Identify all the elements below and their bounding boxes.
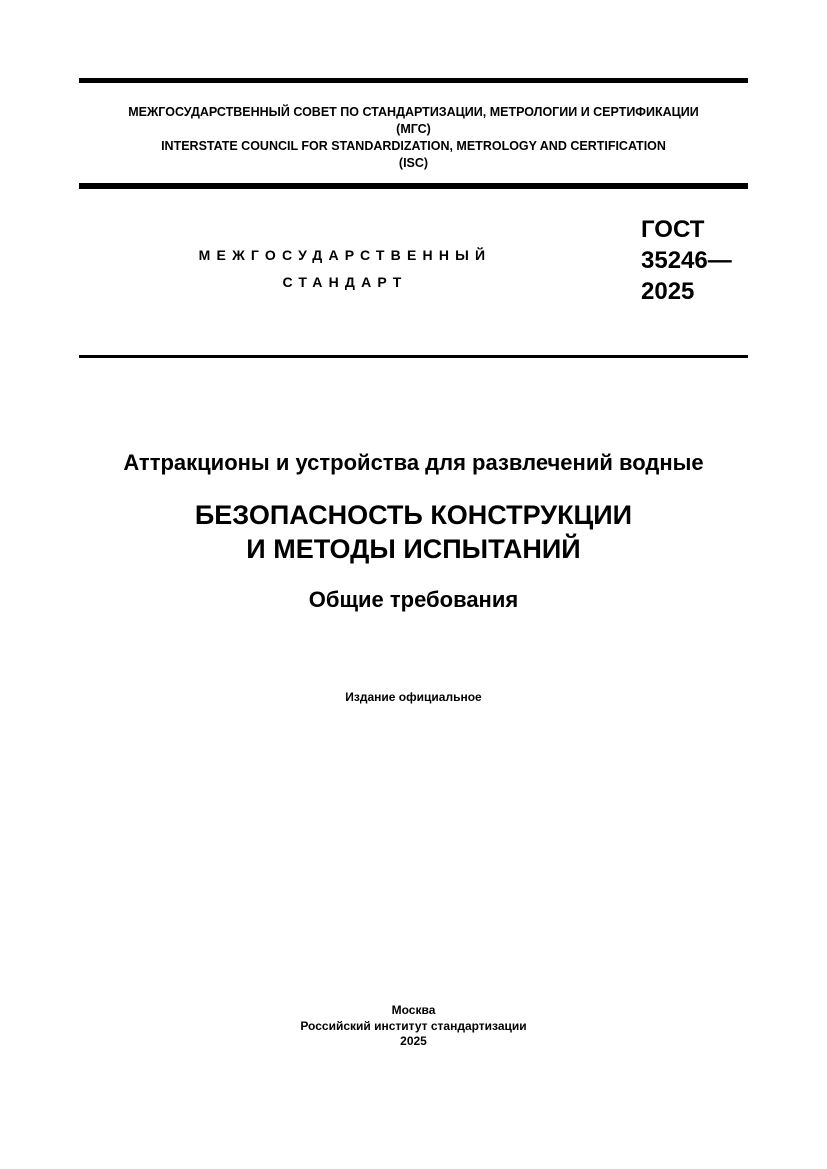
- standard-type-line1: МЕЖГОСУДАРСТВЕННЫЙ: [198, 247, 492, 263]
- standard-type: [160, 242, 530, 296]
- middle-rule: [79, 183, 748, 189]
- imprint: [0, 1003, 827, 1050]
- standard-type-line2: СТАНДАРТ: [282, 274, 408, 290]
- imprint-year: 2025: [400, 1034, 427, 1048]
- imprint-publisher: Российский институт стандартизации: [300, 1018, 527, 1033]
- council-abbr-en: (ISC): [398, 156, 429, 170]
- designation-number: 35246—: [641, 247, 732, 274]
- council-header: [79, 104, 748, 172]
- title-upper-line2: И МЕТОДЫ ИСПЫТАНИЙ: [246, 534, 581, 564]
- designation-prefix: ГОСТ: [641, 216, 705, 243]
- title-upper-line1: БЕЗОПАСНОСТЬ КОНСТРУКЦИИ: [194, 500, 633, 530]
- document-title-upper: [0, 498, 827, 566]
- council-name-ru: МЕЖГОСУДАРСТВЕННЫЙ СОВЕТ ПО СТАНДАРТИЗАЦИИ, МЕТРОЛОГИИ И СЕРТИФИКАЦИИ: [128, 105, 699, 119]
- document-title: Аттракционы и устройства для развлечений водные: [123, 450, 704, 475]
- document-subtitle: Общие требования: [308, 587, 519, 612]
- edition-note: Издание официальное: [345, 690, 482, 704]
- imprint-city: Москва: [391, 1003, 436, 1017]
- council-abbr-ru: (МГС): [396, 122, 431, 136]
- designation-year: 2025: [641, 278, 695, 305]
- council-name-en: INTERSTATE COUNCIL FOR STANDARDIZATION, METROLOGY AND CERTIFICATION: [161, 139, 666, 153]
- standard-designation: [641, 214, 732, 307]
- top-rule: [79, 78, 748, 83]
- bottom-rule: [79, 355, 748, 358]
